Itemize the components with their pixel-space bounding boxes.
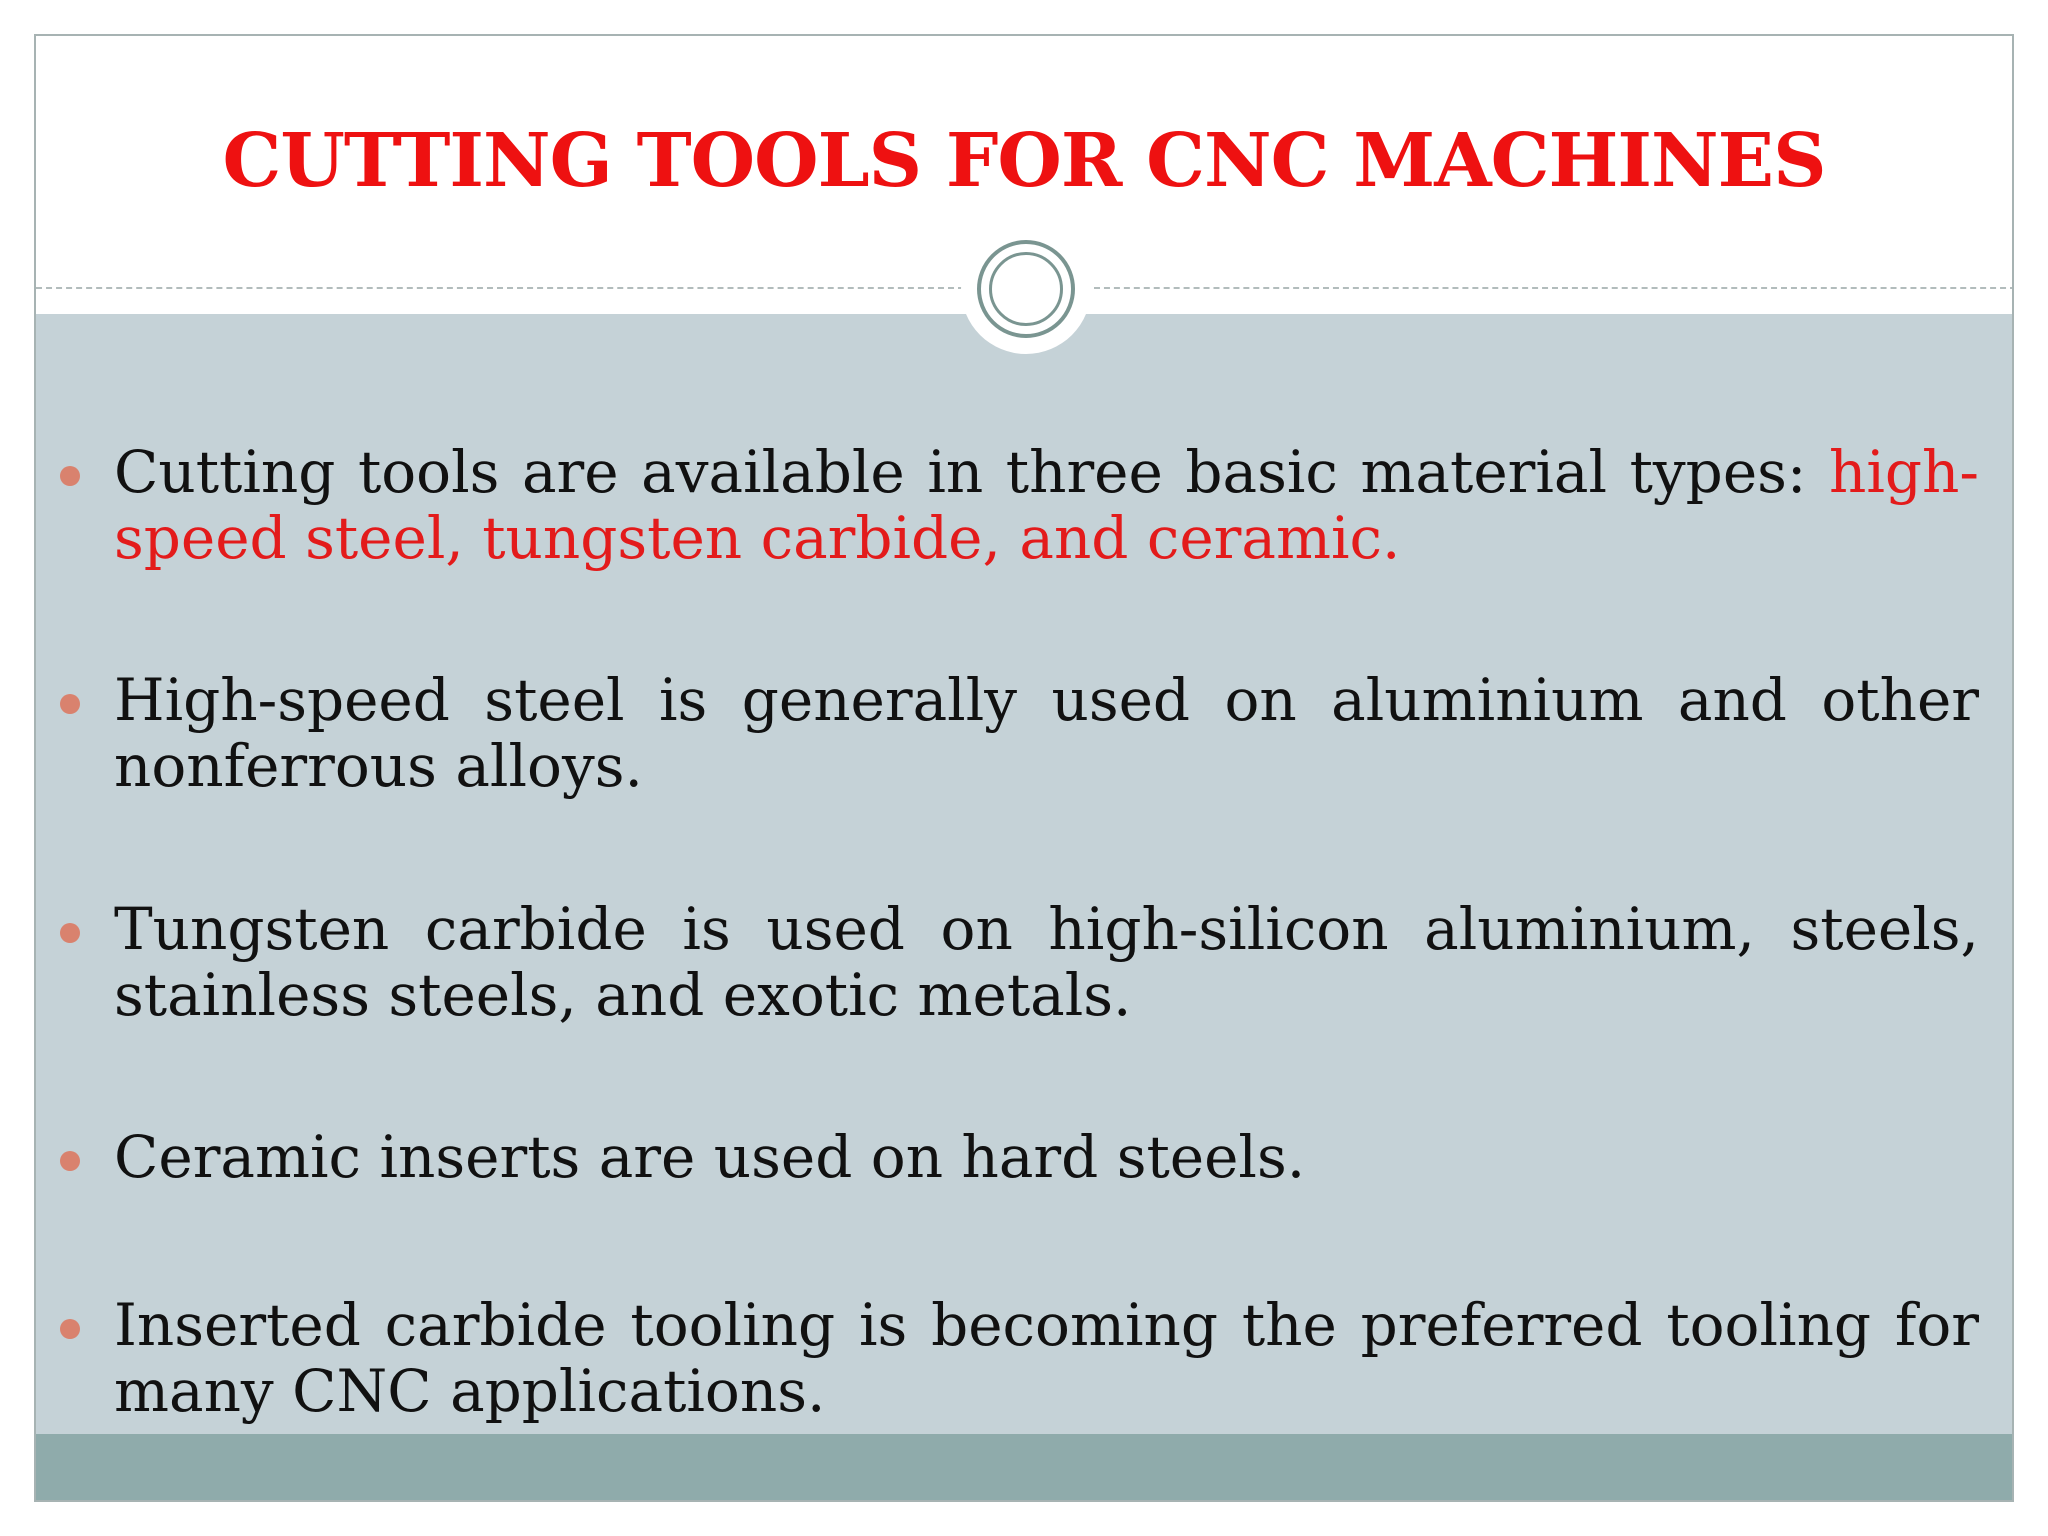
bullet-dot-icon (60, 1319, 80, 1339)
bullet-dot-icon (60, 466, 80, 486)
circle-ornament-icon (977, 240, 1075, 338)
slide-title: CUTTING TOOLS FOR CNC MACHINES (222, 118, 1826, 204)
bullet-text: Cutting tools are available in three basic material types: (114, 438, 1830, 506)
bullet-item-material-types (114, 439, 1979, 571)
slide (34, 34, 2014, 1502)
bullet-item-tungsten-carbide (114, 896, 1979, 1028)
circle-ornament-inner-ring (989, 252, 1063, 326)
bullet-item-high-speed-steel (114, 667, 1979, 799)
bullet-text: High-speed steel is generally used on aluminium and other nonferrous alloys. (114, 666, 1979, 800)
bullet-highlight-text: high-speed steel, tungsten carbide, and ceramic. (114, 438, 1979, 572)
content-area (36, 314, 2012, 1434)
bullet-text: Tungsten carbide is used on high-silicon aluminium, steels, stainless steels, and exotic metals. (114, 895, 1979, 1029)
footer-band (36, 1434, 2012, 1502)
bullet-item-inserted-carbide (114, 1292, 1979, 1424)
bullet-dot-icon (60, 923, 80, 943)
title-divider-left (36, 287, 964, 289)
title-divider-right (1094, 287, 2014, 289)
bullet-dot-icon (60, 694, 80, 714)
bullet-text: Ceramic inserts are used on hard steels. (114, 1123, 1306, 1191)
bullet-text: Inserted carbide tooling is becoming the preferred tooling for many CNC applications. (114, 1291, 1979, 1425)
bullet-item-ceramic-inserts (114, 1124, 1979, 1190)
bullet-dot-icon (60, 1151, 80, 1171)
